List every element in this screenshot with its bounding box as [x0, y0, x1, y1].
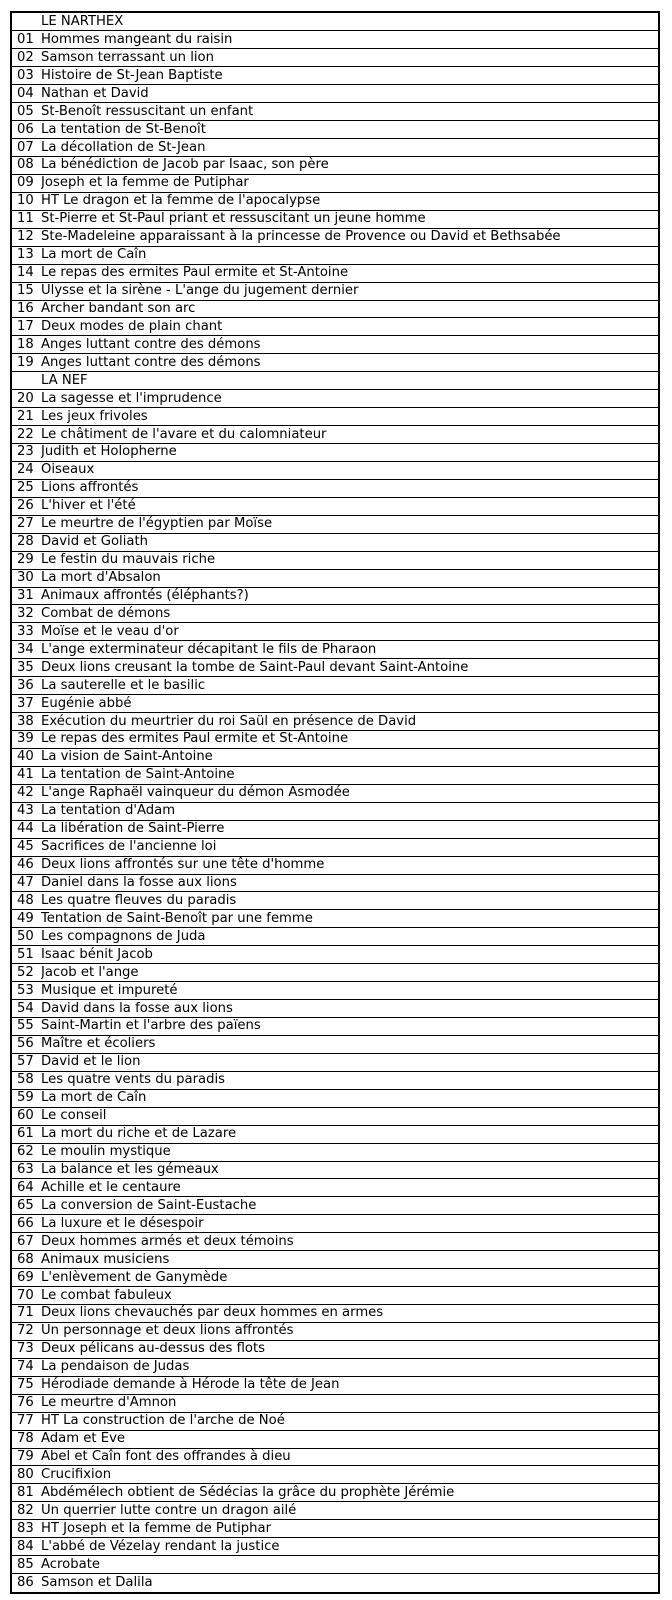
row-number: 39	[12, 731, 41, 749]
row-number: 45	[12, 838, 41, 856]
row-title: La mort de Caîn	[41, 1089, 658, 1107]
table-row	[12, 641, 658, 659]
row-title: David et le lion	[41, 1053, 658, 1071]
table-row	[12, 551, 658, 569]
row-number: 17	[12, 318, 41, 336]
row-title: L'ange Raphaël vainqueur du démon Asmodée	[41, 784, 658, 802]
row-title: La décollation de St-Jean	[41, 139, 658, 157]
table-row	[12, 1125, 658, 1143]
row-title: Archer bandant son arc	[41, 300, 658, 318]
row-title: Deux lions chevauchés par deux hommes en armes	[41, 1305, 658, 1323]
row-title: Deux modes de plain chant	[41, 318, 658, 336]
row-number: 77	[12, 1412, 41, 1430]
row-title: Achille et le centaure	[41, 1179, 658, 1197]
row-title: La sauterelle et le basilic	[41, 677, 658, 695]
table-row	[12, 192, 658, 210]
row-title: Musique et impureté	[41, 982, 658, 1000]
row-title: La vision de Saint-Antoine	[41, 748, 658, 766]
row-number: 38	[12, 713, 41, 731]
table-row	[12, 444, 658, 462]
row-number: 59	[12, 1089, 41, 1107]
row-title: Animaux musiciens	[41, 1251, 658, 1269]
row-title: La mort d'Absalon	[41, 569, 658, 587]
row-number: 47	[12, 874, 41, 892]
row-title: L'ange exterminateur décapitant le fils de Pharaon	[41, 641, 658, 659]
table-row	[12, 605, 658, 623]
row-title: Exécution du meurtrier du roi Saül en présence de David	[41, 713, 658, 731]
row-title: Daniel dans la fosse aux lions	[41, 874, 658, 892]
row-number: 54	[12, 1000, 41, 1018]
row-number: 03	[12, 67, 41, 85]
row-title: La bénédiction de Jacob par Isaac, son père	[41, 157, 658, 175]
table-row	[12, 982, 658, 1000]
table-row	[12, 1269, 658, 1287]
table-row	[12, 1412, 658, 1430]
table-row	[12, 569, 658, 587]
row-number: 73	[12, 1340, 41, 1358]
row-number: 61	[12, 1125, 41, 1143]
row-title: Le repas des ermites Paul ermite et St-Antoine	[41, 264, 658, 282]
table-row	[12, 390, 658, 408]
row-number: 18	[12, 336, 41, 354]
section-title: LA NEF	[41, 372, 658, 390]
row-title: Les quatre vents du paradis	[41, 1071, 658, 1089]
row-title: Anges luttant contre des démons	[41, 336, 658, 354]
row-number: 01	[12, 31, 41, 49]
table-row	[12, 856, 658, 874]
row-number: 06	[12, 121, 41, 139]
row-title: Isaac bénit Jacob	[41, 946, 658, 964]
row-number: 46	[12, 856, 41, 874]
row-number: 44	[12, 820, 41, 838]
row-number: 51	[12, 946, 41, 964]
row-number: 42	[12, 784, 41, 802]
row-title: Animaux affrontés (éléphants?)	[41, 587, 658, 605]
row-number: 69	[12, 1269, 41, 1287]
row-number: 85	[12, 1556, 41, 1574]
table-row	[12, 1071, 658, 1089]
table-row	[12, 139, 658, 157]
row-number: 65	[12, 1197, 41, 1215]
row-title: HT Joseph et la femme de Putiphar	[41, 1520, 658, 1538]
row-number: 20	[12, 390, 41, 408]
row-number: 28	[12, 533, 41, 551]
row-title: Oiseaux	[41, 461, 658, 479]
row-number: 79	[12, 1448, 41, 1466]
row-title: Le combat fabuleux	[41, 1287, 658, 1305]
row-title: L'enlèvement de Ganymède	[41, 1269, 658, 1287]
row-title: Samson et Dalila	[41, 1574, 153, 1590]
row-title: Le moulin mystique	[41, 1143, 658, 1161]
table-row	[12, 157, 658, 175]
row-title: Saint-Martin et l'arbre des païens	[41, 1018, 658, 1036]
row-number: 58	[12, 1071, 41, 1089]
row-number	[12, 372, 41, 390]
row-number: 07	[12, 139, 41, 157]
table-row	[12, 910, 658, 928]
capitals-table	[12, 13, 658, 1592]
row-title: Le conseil	[41, 1107, 658, 1125]
table-row	[12, 426, 658, 444]
row-title: Deux lions creusant la tombe de Saint-Paul devant Saint-Antoine	[41, 659, 658, 677]
table-row	[12, 461, 658, 479]
table-row	[12, 1376, 658, 1394]
row-title: La mort du riche et de Lazare	[41, 1125, 658, 1143]
row-number: 56	[12, 1035, 41, 1053]
row-number: 48	[12, 892, 41, 910]
row-title: Samson terrassant un lion	[41, 49, 658, 67]
row-number: 19	[12, 354, 41, 372]
row-title: Ulysse et la sirène - L'ange du jugement dernier	[41, 282, 658, 300]
table-row	[12, 1197, 658, 1215]
table-row	[12, 623, 658, 641]
row-number: 41	[12, 766, 41, 784]
row-number: 63	[12, 1161, 41, 1179]
table-row	[12, 1179, 658, 1197]
table-row	[12, 1305, 658, 1323]
table-row	[12, 1340, 658, 1358]
section-title: LE NARTHEX	[41, 13, 658, 31]
table-row	[12, 659, 658, 677]
row-number: 30	[12, 569, 41, 587]
row-number: 62	[12, 1143, 41, 1161]
row-number: 31	[12, 587, 41, 605]
table-row	[12, 1000, 658, 1018]
row-number: 83	[12, 1520, 41, 1538]
table-row	[12, 1322, 658, 1340]
table-row	[12, 354, 658, 372]
row-number: 15	[12, 282, 41, 300]
table-row	[12, 1484, 658, 1502]
table-row	[12, 892, 658, 910]
row-number: 12	[12, 228, 41, 246]
table-row	[12, 318, 658, 336]
table-row	[12, 1143, 658, 1161]
table-row	[12, 1035, 658, 1053]
row-number: 60	[12, 1107, 41, 1125]
row-number: 57	[12, 1053, 41, 1071]
row-title: Judith et Holopherne	[41, 444, 658, 462]
table-row	[12, 766, 658, 784]
table-body	[12, 13, 658, 1592]
row-number: 32	[12, 605, 41, 623]
row-number: 37	[12, 695, 41, 713]
table-row	[12, 838, 658, 856]
row-title: Abel et Caîn font des offrandes à dieu	[41, 1448, 658, 1466]
row-number: 72	[12, 1322, 41, 1340]
table-row	[12, 1251, 658, 1269]
row-title: Nathan et David	[41, 85, 658, 103]
table-row	[12, 1215, 658, 1233]
row-title: Deux hommes armés et deux témoins	[41, 1233, 658, 1251]
row-title: La tentation de St-Benoît	[41, 121, 658, 139]
table-row	[12, 1538, 658, 1556]
row-number: 22	[12, 426, 41, 444]
table-row	[12, 1394, 658, 1412]
table-row	[12, 282, 658, 300]
row-title: Hommes mangeant du raisin	[41, 31, 658, 49]
section-header-row	[12, 372, 658, 390]
table-row	[12, 1574, 658, 1592]
row-title: Lions affrontés	[41, 479, 658, 497]
row-number: 75	[12, 1376, 41, 1394]
row-number: 84	[12, 1538, 41, 1556]
row-title: La balance et les gémeaux	[41, 1161, 658, 1179]
table-row	[12, 300, 658, 318]
row-title: Crucifixion	[41, 1466, 658, 1484]
row-number: 26	[12, 497, 41, 515]
row-number: 50	[12, 928, 41, 946]
table-row	[12, 802, 658, 820]
row-number: 25	[12, 479, 41, 497]
table-row	[12, 1287, 658, 1305]
row-number: 13	[12, 246, 41, 264]
row-number: 02	[12, 49, 41, 67]
row-title: Jacob et l'ange	[41, 964, 658, 982]
row-title: La luxure et le désespoir	[41, 1215, 658, 1233]
row-number: 14	[12, 264, 41, 282]
table-row	[12, 946, 658, 964]
table-row	[12, 121, 658, 139]
row-title: Le meurtre de l'égyptien par Moïse	[41, 515, 658, 533]
row-number: 29	[12, 551, 41, 569]
row-number: 08	[12, 157, 41, 175]
row-number: 86	[17, 1574, 34, 1590]
row-title: Eugénie abbé	[41, 695, 658, 713]
table-row	[12, 85, 658, 103]
row-title: Histoire de St-Jean Baptiste	[41, 67, 658, 85]
table-row	[12, 874, 658, 892]
row-number: 55	[12, 1018, 41, 1036]
row-title: David et Goliath	[41, 533, 658, 551]
table-row	[12, 820, 658, 838]
row-title: Le festin du mauvais riche	[41, 551, 658, 569]
row-number: 11	[12, 210, 41, 228]
row-number: 21	[12, 408, 41, 426]
row-number: 74	[12, 1358, 41, 1376]
row-number: 76	[12, 1394, 41, 1412]
table-row	[12, 497, 658, 515]
capitals-list-document	[10, 11, 660, 1594]
row-number: 09	[12, 174, 41, 192]
row-title: HT La construction de l'arche de Noé	[41, 1412, 658, 1430]
row-number: 70	[12, 1287, 41, 1305]
table-row	[12, 587, 658, 605]
table-row	[12, 713, 658, 731]
row-title: HT Le dragon et la femme de l'apocalypse	[41, 192, 658, 210]
row-number: 81	[12, 1484, 41, 1502]
row-title: L'hiver et l'été	[41, 497, 658, 515]
table-row	[12, 479, 658, 497]
row-number: 66	[12, 1215, 41, 1233]
table-row	[12, 1430, 658, 1448]
table-row	[12, 228, 658, 246]
row-number: 16	[12, 300, 41, 318]
table-row	[12, 515, 658, 533]
row-title: La sagesse et l'imprudence	[41, 390, 658, 408]
table-row	[12, 784, 658, 802]
table-row	[12, 210, 658, 228]
table-row	[12, 1089, 658, 1107]
row-title: David dans la fosse aux lions	[41, 1000, 658, 1018]
table-row	[12, 264, 658, 282]
row-number: 68	[12, 1251, 41, 1269]
row-title: Le châtiment de l'avare et du calomniateur	[41, 426, 658, 444]
row-title: Maître et écoliers	[41, 1035, 658, 1053]
table-row	[12, 1018, 658, 1036]
row-number: 23	[12, 444, 41, 462]
row-title: Anges luttant contre des démons	[41, 354, 658, 372]
row-title: Le repas des ermites Paul ermite et St-Antoine	[41, 731, 658, 749]
row-number: 78	[12, 1430, 41, 1448]
row-title: Deux pélicans au-dessus des flots	[41, 1340, 658, 1358]
table-row	[12, 408, 658, 426]
row-title: La tentation de Saint-Antoine	[41, 766, 658, 784]
table-row	[12, 677, 658, 695]
table-row	[12, 1233, 658, 1251]
row-title: Sacrifices de l'ancienne loi	[41, 838, 658, 856]
row-title: Deux lions affrontés sur une tête d'homme	[41, 856, 658, 874]
table-row	[12, 246, 658, 264]
table-row	[12, 1466, 658, 1484]
table-row	[12, 748, 658, 766]
row-number: 04	[12, 85, 41, 103]
row-number: 27	[12, 515, 41, 533]
row-title: La mort de Caîn	[41, 246, 658, 264]
row-title: Abdémélech obtient de Sédécias la grâce du prophète Jérémie	[41, 1484, 658, 1502]
row-title: L'abbé de Vézelay rendant la justice	[41, 1538, 658, 1556]
row-number: 52	[12, 964, 41, 982]
row-number: 24	[12, 461, 41, 479]
table-row	[12, 1053, 658, 1071]
row-number: 35	[12, 659, 41, 677]
row-number: 33	[12, 623, 41, 641]
row-number: 43	[12, 802, 41, 820]
table-row	[12, 1107, 658, 1125]
table-row	[12, 1502, 658, 1520]
row-number: 53	[12, 982, 41, 1000]
table-row	[12, 103, 658, 121]
table-row	[12, 964, 658, 982]
row-number: 67	[12, 1233, 41, 1251]
row-number: 80	[12, 1466, 41, 1484]
row-number: 49	[12, 910, 41, 928]
table-row	[12, 67, 658, 85]
row-title: La libération de Saint-Pierre	[41, 820, 658, 838]
row-title: Tentation de Saint-Benoît par une femme	[41, 910, 658, 928]
table-row	[12, 533, 658, 551]
row-title: Acrobate	[41, 1556, 658, 1574]
table-row	[12, 695, 658, 713]
row-number: 82	[12, 1502, 41, 1520]
row-title: Un personnage et deux lions affrontés	[41, 1322, 658, 1340]
row-title: Moïse et le veau d'or	[41, 623, 658, 641]
table-row	[12, 31, 658, 49]
row-title: La conversion de Saint-Eustache	[41, 1197, 658, 1215]
row-title: Ste-Madeleine apparaissant à la princesse de Provence ou David et Bethsabée	[41, 228, 658, 246]
table-row	[12, 1358, 658, 1376]
row-title: La tentation d'Adam	[41, 802, 658, 820]
row-title: Les jeux frivoles	[41, 408, 658, 426]
table-row	[12, 1448, 658, 1466]
row-title: Joseph et la femme de Putiphar	[41, 174, 658, 192]
row-number: 34	[12, 641, 41, 659]
row-number: 10	[12, 192, 41, 210]
row-title: La pendaison de Judas	[41, 1358, 658, 1376]
row-title: Un querrier lutte contre un dragon ailé	[41, 1502, 658, 1520]
row-number	[12, 13, 41, 31]
table-row	[12, 49, 658, 67]
row-title: Combat de démons	[41, 605, 658, 623]
row-title: St-Benoît ressuscitant un enfant	[41, 103, 658, 121]
row-number: 71	[12, 1305, 41, 1323]
row-number: 40	[12, 748, 41, 766]
table-row	[12, 928, 658, 946]
row-title: Adam et Ève	[41, 1430, 658, 1448]
row-number: 36	[12, 677, 41, 695]
section-header-row	[12, 13, 658, 31]
row-title: Hérodiade demande à Hérode la tête de Jean	[41, 1376, 658, 1394]
table-row	[12, 1556, 658, 1574]
table-row	[12, 1161, 658, 1179]
row-title: Le meurtre d'Amnon	[41, 1394, 658, 1412]
table-row	[12, 1520, 658, 1538]
table-row	[12, 174, 658, 192]
table-row	[12, 336, 658, 354]
row-title: Les quatre fleuves du paradis	[41, 892, 658, 910]
row-number: 64	[12, 1179, 41, 1197]
table-row	[12, 731, 658, 749]
row-number: 05	[12, 103, 41, 121]
row-title: St-Pierre et St-Paul priant et ressuscitant un jeune homme	[41, 210, 658, 228]
row-title: Les compagnons de Juda	[41, 928, 658, 946]
